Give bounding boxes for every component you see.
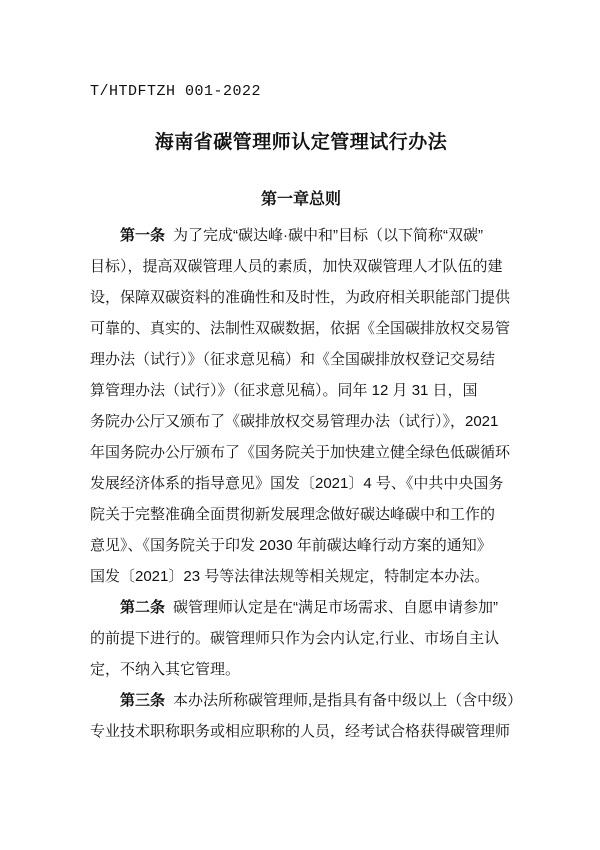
text-line: 年国务院办公厅颁布了《国务院关于加快建立健全绿色低碳循环 [90,444,511,461]
article-paragraph-2 [90,592,512,685]
text-line: 发展经济体系的指导意见》国发〔2021〕4 号、《中共中央国务 [90,475,504,492]
article-label: 第一条 [120,227,166,244]
text-line: 目标），提高双碳管理人员的素质，加快双碳管理人才队伍的建 [90,258,503,275]
page-title: 海南省碳管理师认定管理试行办法 [154,132,448,153]
text-line: 院关于完整准确全面贯彻新发展理念做好碳达峰碳中和工作的 [90,506,496,523]
text-line: 务院办公厅又颁布了《碳排放权交易管理办法（试行）》，2021 [90,413,499,430]
text-line: 的前提下进行的。碳管理师只作为会内认定,行业、市场自主认 [90,630,500,647]
text-line: 国发〔2021〕23 号等法律法规等相关规定，特制定本办法。 [90,568,490,585]
article-paragraph-3 [90,685,523,747]
text-line: 设，保障双碳资料的准确性和及时性，为政府相关职能部门提供 [90,289,511,306]
text-line: 专业技术职称职务或相应职称的人员，经考试合格获得碳管理师 [90,723,511,740]
text-line: 可靠的、真实的、法制性双碳数据，依据《全国碳排放权交易管 [90,320,511,337]
text-line: 算管理办法（试行）》（征求意见稿）。同年 12 月 31 日，国 [90,382,478,399]
text-line: 理办法（试行）》（征求意见稿）和《全国碳排放权登记交易结 [90,351,496,368]
text-line: 意见》、《国务院关于印发 2030 年前碳达峰行动方案的通知》 [90,537,492,554]
text-line: 第三条 本办法所称碳管理师,是指具有备中级以上（含中级） [120,692,523,709]
article-label: 第三条 [120,692,166,709]
chapter-heading: 第一章总则 [260,191,341,208]
text-line: 第二条 碳管理师认定是在“满足市场需求、自愿申请参加” [120,599,499,616]
text-line: 第一条 为了完成“碳达峰·碳中和”目标（以下简称“双碳” [120,227,483,244]
text-line: 定，不纳入其它管理。 [90,661,241,678]
article-label: 第二条 [120,599,166,616]
document-body [90,220,523,747]
article-paragraph-1 [90,220,512,592]
doc-code: T/HTDFTZH 001-2022 [90,83,262,100]
